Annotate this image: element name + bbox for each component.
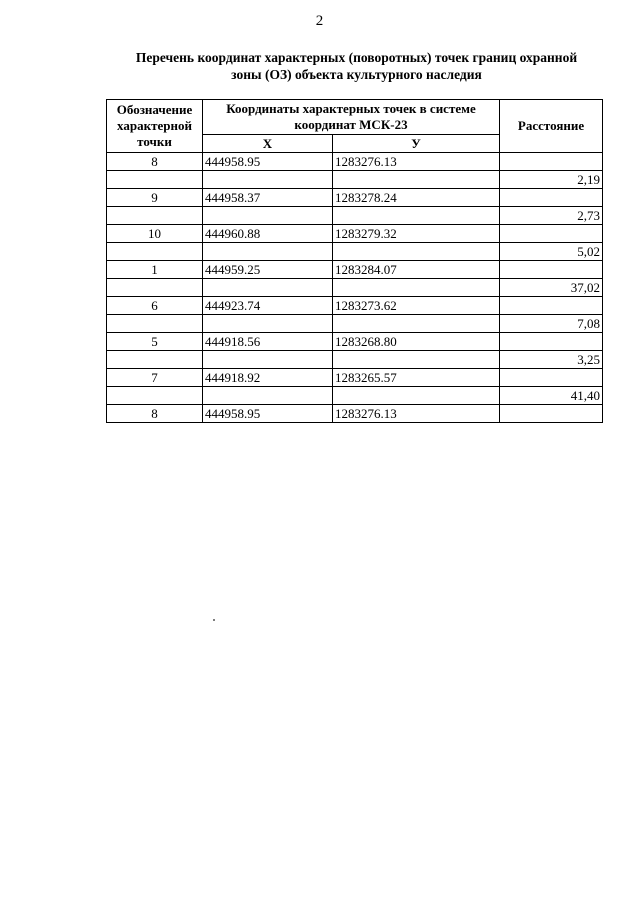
distance-cell [500, 153, 603, 171]
distance-cell [500, 225, 603, 243]
table-row [107, 207, 603, 225]
table-row [107, 225, 603, 243]
x-cell: 444959.25 [203, 261, 333, 279]
table-row [107, 261, 603, 279]
table-row [107, 297, 603, 315]
point-cell [107, 351, 203, 369]
header-coordinates [203, 100, 500, 135]
x-cell [203, 351, 333, 369]
y-cell [333, 315, 500, 333]
header-distance: Расстояние [500, 100, 603, 153]
y-cell: 1283265.57 [333, 369, 500, 387]
table-row [107, 279, 603, 297]
table-row [107, 387, 603, 405]
table-row [107, 405, 603, 423]
title-line-2: зоны (ОЗ) объекта культурного наследия [231, 67, 482, 82]
title-line-1: Перечень координат характерных (поворотных) точек границ охранной [135, 50, 578, 65]
y-cell: 1283273.62 [333, 297, 500, 315]
point-cell: 9 [107, 189, 203, 207]
point-cell: 7 [107, 369, 203, 387]
header-point-line-1: Обозначение [116, 102, 193, 117]
document-title [104, 49, 609, 83]
point-cell: 5 [107, 333, 203, 351]
distance-cell: 2,19 [500, 171, 603, 189]
point-cell [107, 279, 203, 297]
point-cell: 8 [107, 153, 203, 171]
table-row [107, 333, 603, 351]
scan-speck [213, 619, 215, 621]
distance-cell: 37,02 [500, 279, 603, 297]
header-point-line-3: точки [137, 134, 172, 149]
distance-cell: 7,08 [500, 315, 603, 333]
distance-cell: 41,40 [500, 387, 603, 405]
header-row [107, 100, 603, 135]
distance-cell [500, 297, 603, 315]
table-row [107, 351, 603, 369]
header-x: X [203, 135, 333, 153]
table-row [107, 153, 603, 171]
table-row [107, 315, 603, 333]
page-number: 2 [315, 13, 324, 29]
x-cell: 444958.37 [203, 189, 333, 207]
table-row [107, 171, 603, 189]
x-cell: 444958.95 [203, 405, 333, 423]
point-cell: 1 [107, 261, 203, 279]
y-cell: 1283268.80 [333, 333, 500, 351]
header-y: У [333, 135, 500, 153]
x-cell [203, 387, 333, 405]
point-cell: 6 [107, 297, 203, 315]
y-cell [333, 207, 500, 225]
point-cell [107, 387, 203, 405]
header-coordinates-line-1: Координаты характерных точек в системе [226, 101, 476, 116]
coordinates-table [106, 99, 603, 423]
x-cell [203, 279, 333, 297]
point-cell [107, 171, 203, 189]
y-cell [333, 279, 500, 297]
point-cell [107, 315, 203, 333]
point-cell: 8 [107, 405, 203, 423]
x-cell [203, 243, 333, 261]
x-cell: 444918.92 [203, 369, 333, 387]
x-cell: 444923.74 [203, 297, 333, 315]
y-cell: 1283284.07 [333, 261, 500, 279]
distance-cell: 5,02 [500, 243, 603, 261]
table-row [107, 189, 603, 207]
y-cell [333, 351, 500, 369]
y-cell: 1283278.24 [333, 189, 500, 207]
table-row [107, 243, 603, 261]
distance-cell [500, 333, 603, 351]
distance-cell: 2,73 [500, 207, 603, 225]
x-cell [203, 315, 333, 333]
y-cell: 1283276.13 [333, 153, 500, 171]
distance-cell [500, 405, 603, 423]
y-cell [333, 387, 500, 405]
y-cell [333, 171, 500, 189]
distance-cell: 3,25 [500, 351, 603, 369]
distance-cell [500, 261, 603, 279]
table-row [107, 369, 603, 387]
header-point [107, 100, 203, 153]
x-cell: 444960.88 [203, 225, 333, 243]
x-cell: 444918.56 [203, 333, 333, 351]
point-cell [107, 207, 203, 225]
point-cell: 10 [107, 225, 203, 243]
y-cell: 1283276.13 [333, 405, 500, 423]
header-point-line-2: характерной [117, 118, 192, 133]
y-cell: 1283279.32 [333, 225, 500, 243]
x-cell [203, 171, 333, 189]
distance-cell [500, 369, 603, 387]
header-coordinates-line-2: координат МСК-23 [294, 117, 408, 132]
x-cell: 444958.95 [203, 153, 333, 171]
x-cell [203, 207, 333, 225]
point-cell [107, 243, 203, 261]
y-cell [333, 243, 500, 261]
distance-cell [500, 189, 603, 207]
